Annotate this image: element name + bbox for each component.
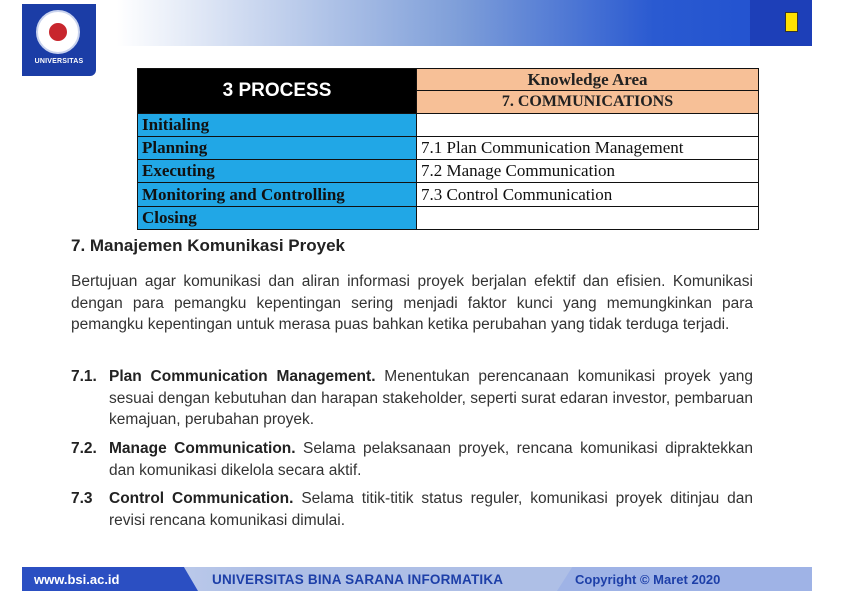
intro-paragraph: Bertujuan agar komunikasi dan aliran informasi proyek berjalan efektif dan efisien. Komunikasi dengan para pemangku kepentingan sering menjadi faktor kunci yang memungkinkan para pemangku kepentingan untuk merasa puas bahkan ketika perubahan yang tidak terduga terjadi. <box>71 273 753 333</box>
activity-cell: 7.3 Control Communication <box>417 183 759 206</box>
process-cell: Monitoring and Controlling <box>138 183 417 206</box>
process-cell: Closing <box>138 206 417 229</box>
process-cell: Initialing <box>138 113 417 136</box>
process-header: 3 PROCESS <box>138 69 417 114</box>
top-accent-marker <box>785 12 798 32</box>
process-cell: Executing <box>138 160 417 183</box>
activity-cell: 7.2 Manage Communication <box>417 160 759 183</box>
table-row <box>138 160 759 183</box>
list-item <box>71 488 753 531</box>
activity-cell <box>417 113 759 136</box>
university-logo <box>22 4 96 76</box>
list-item <box>71 438 753 481</box>
table-row <box>138 113 759 136</box>
table-row <box>138 136 759 159</box>
footer-university-name: UNIVERSITAS BINA SARANA INFORMATIKA <box>212 572 504 587</box>
footer-copyright: Copyright © Maret 2020 <box>575 572 721 587</box>
item-description: Selama titik-titik status reguler, komunikasi proyek ditinjau dan revisi rencana komunikasi dimulai. <box>109 490 753 529</box>
activity-cell: 7.1 Plan Communication Management <box>417 136 759 159</box>
item-number: 7.1. <box>71 368 97 385</box>
item-term: Plan Communication Management. <box>109 368 376 385</box>
top-banner-dark-segment <box>750 0 812 46</box>
table-row <box>138 183 759 206</box>
footer-website[interactable]: www.bsi.ac.id <box>34 572 120 587</box>
process-cell: Planning <box>138 136 417 159</box>
logo-label: UNIVERSITAS <box>34 58 84 65</box>
item-description: Menentukan perencanaan komunikasi proyek yang sesuai dengan kebutuhan dan harapan stakeholder, seperti surat edaran investor, pembaruan kemajuan, perubahan proyek. <box>109 368 753 428</box>
item-number: 7.2. <box>71 440 97 457</box>
table-row <box>138 206 759 229</box>
knowledge-area-name: 7. COMMUNICATIONS <box>417 91 759 113</box>
logo-emblem-icon <box>36 10 80 54</box>
section-title: 7. Manajemen Komunikasi Proyek <box>71 236 345 255</box>
top-banner <box>22 0 812 46</box>
item-description: Selama pelaksanaan proyek, rencana komunikasi dipraktekkan dan komunikasi dikelola secara aktif. <box>109 440 753 479</box>
process-table <box>137 68 759 230</box>
activity-cell <box>417 206 759 229</box>
logo-seal-icon <box>47 21 69 43</box>
item-number: 7.3 <box>71 490 93 507</box>
item-term: Manage Communication. <box>109 440 296 457</box>
item-term: Control Communication. <box>109 490 294 507</box>
list-item <box>71 366 753 431</box>
knowledge-area-header: Knowledge Area <box>417 69 759 91</box>
footer-bar <box>22 563 812 595</box>
